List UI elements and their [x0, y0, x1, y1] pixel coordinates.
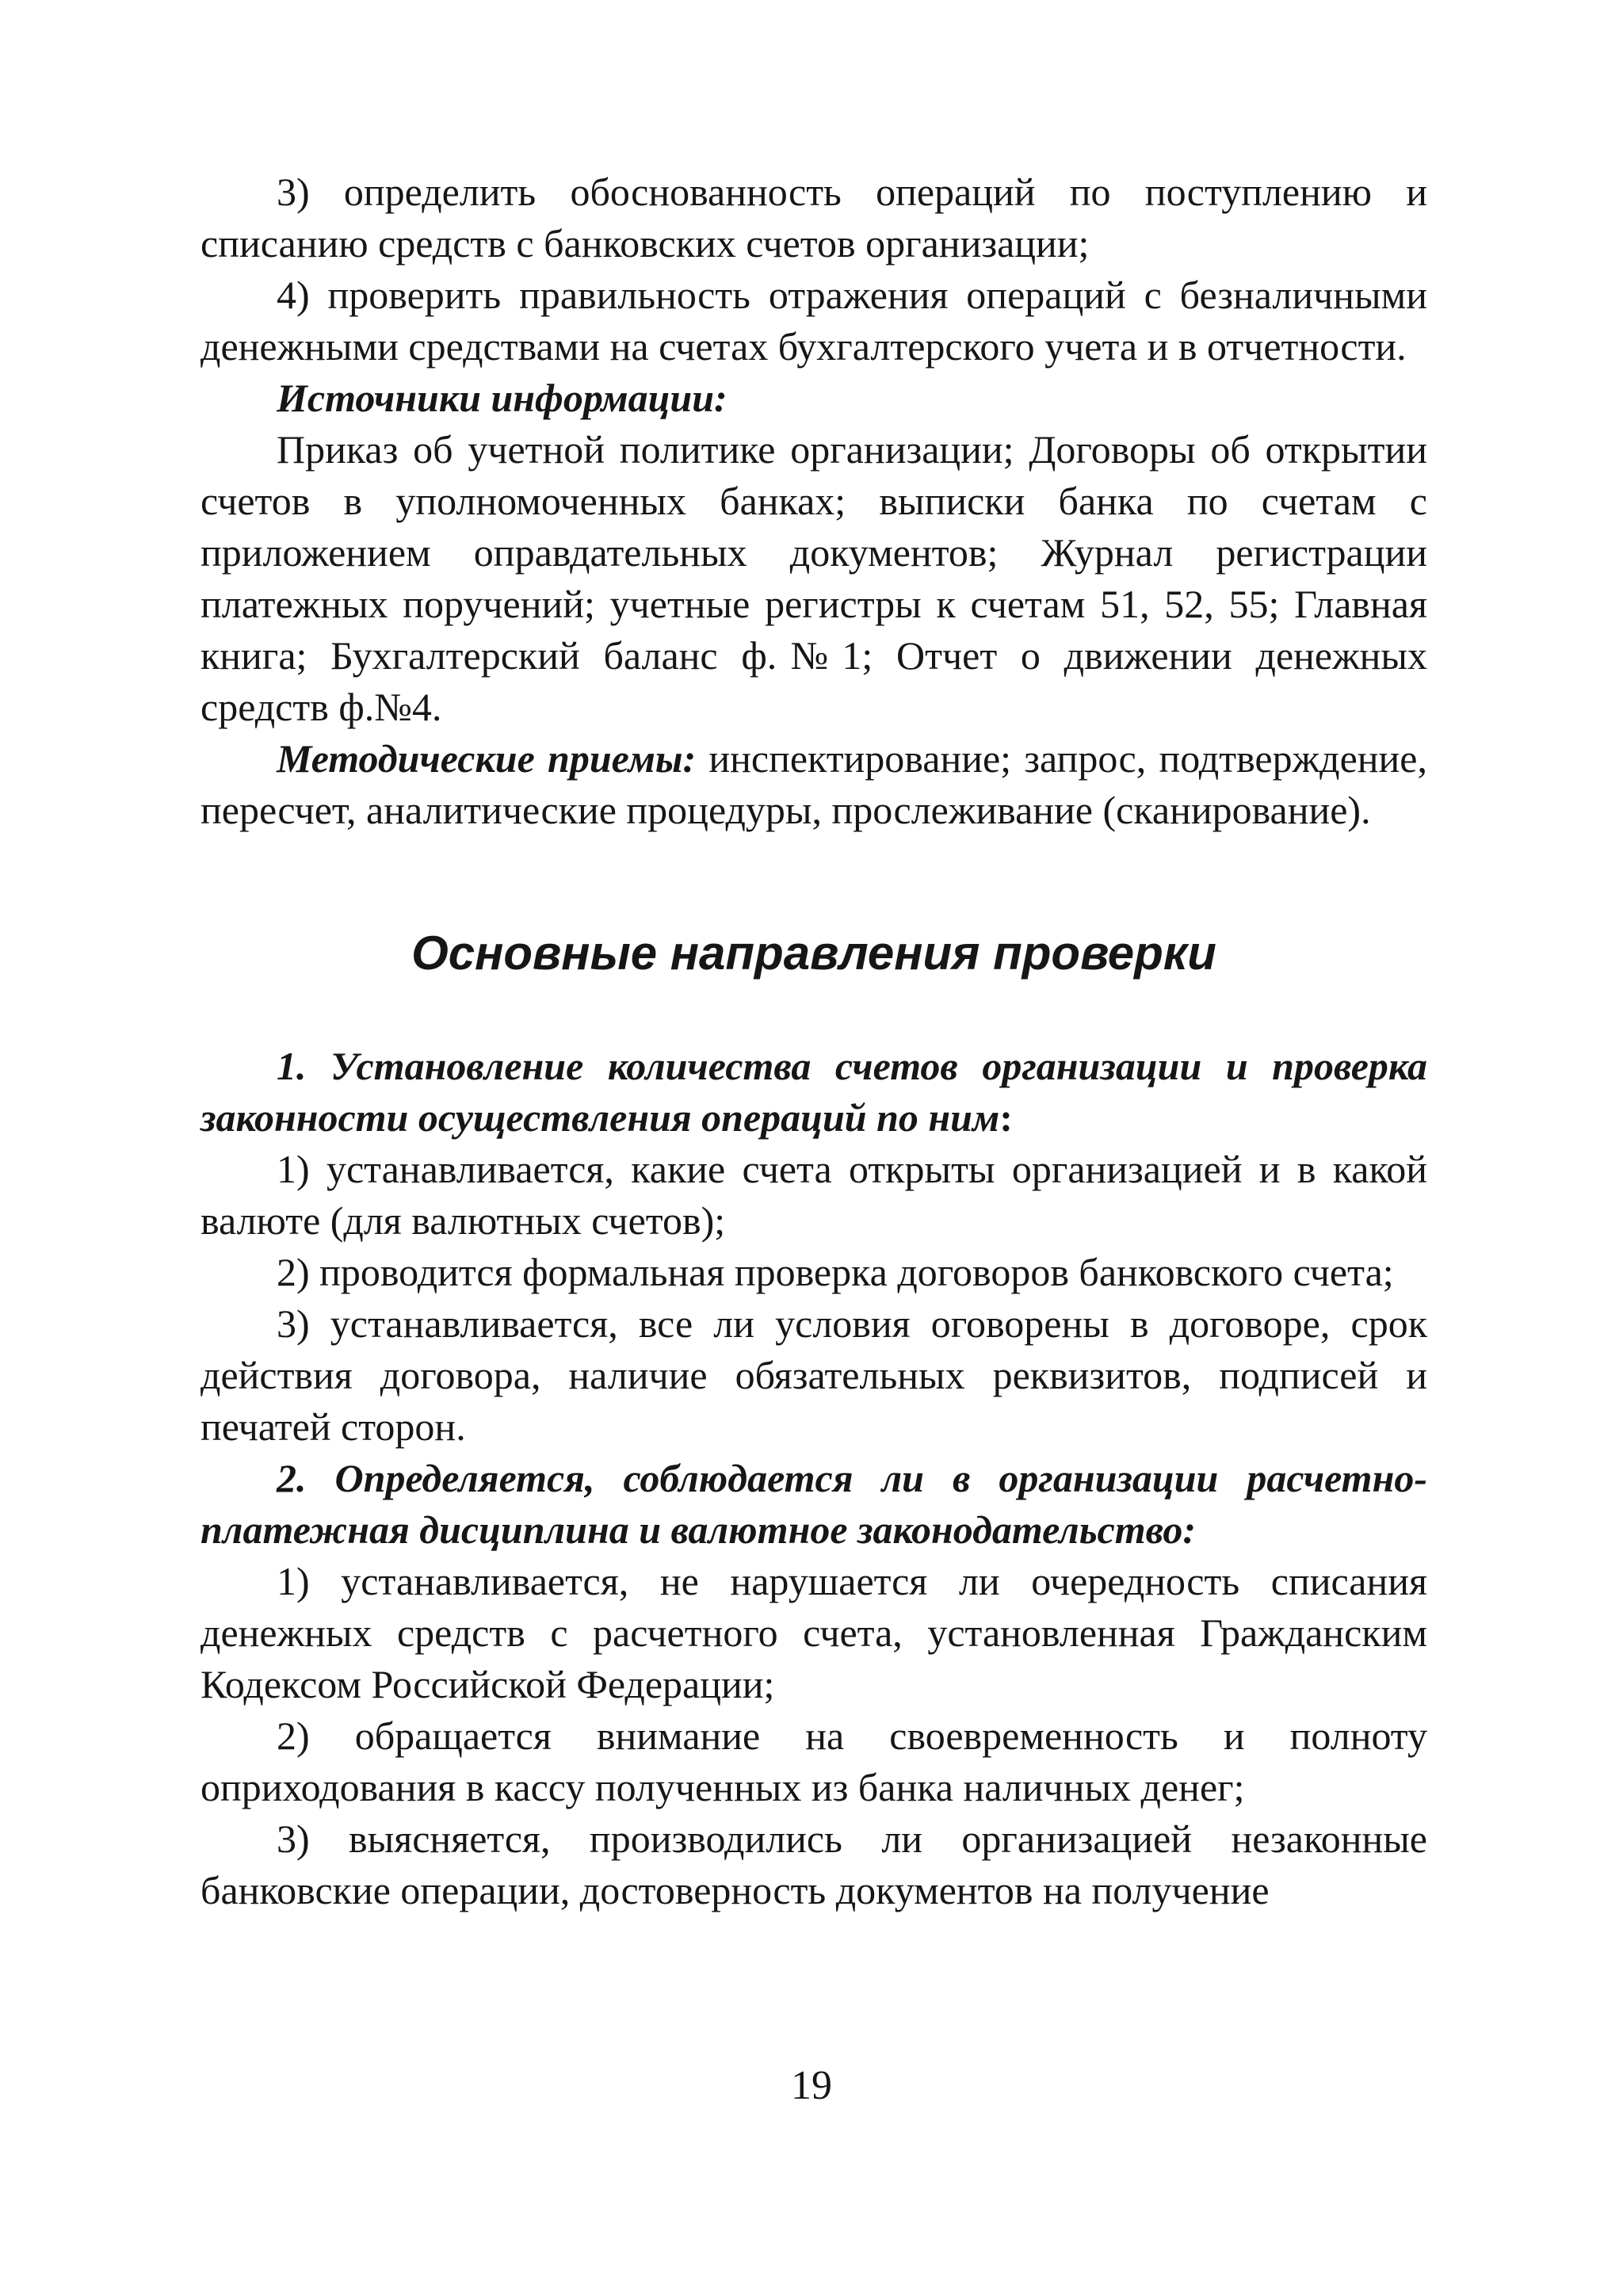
intro-item-3: 3) определить обоснованность операций по поступлению и списанию средств с банковских счетов организации;	[200, 170, 1427, 266]
direction-1-heading	[200, 1041, 1427, 1144]
sources-heading: Источники информации:	[277, 376, 727, 420]
direction-2-item-2: 2) обращается внимание на своевременность и полноту оприходования в кассу полученных из банка наличных денег;	[200, 1713, 1427, 1809]
methods-label: Методические приемы:	[277, 736, 697, 781]
page-number: 19	[791, 2063, 832, 2108]
section-title: Основные направления проверки	[411, 926, 1216, 980]
direction-1-item-3: 3) устанавливается, все ли условия оговорены в договоре, срок действия договора, наличие обязательных реквизитов, подписей и печатей сторон.	[200, 1301, 1427, 1449]
page-content	[200, 166, 1427, 1916]
direction-1-item-1: 1) устанавливается, какие счета открыты организацией и в какой валюте (для валютных счетов);	[200, 1147, 1427, 1243]
methods-paragraph	[200, 733, 1427, 836]
sources-text: Приказ об учетной политике организации; Договоры об открытии счетов в уполномоченных банках; выписки банка по счетам с приложением оправдательных документов; Журнал регистрации платежных поручений; учетные регистры к счетам 51, 52, 55; Главная книга; Бухгалтерский баланс ф.№1; Отчет о движении денежных средств ф.№4.	[200, 427, 1427, 729]
spacer	[200, 985, 1427, 1041]
direction-2-heading: 2. Определяется, соблюдается ли в организации расчетно-платежная дисциплина и валютное законодательство:	[200, 1456, 1427, 1552]
direction-1-heading-colon: :	[999, 1095, 1013, 1140]
direction-2-item-3: 3) выясняется, производились ли организацией незаконные банковские операции, достоверность документов на получение	[200, 1817, 1427, 1912]
direction-1-heading-text: 1. Установление количества счетов организации и проверка законности осуществления операций по ним	[200, 1044, 1427, 1140]
methods-text: инспектирование; запрос, подтверждение, пересчет, аналитические процедуры, прослеживание (сканирование).	[200, 736, 1427, 832]
direction-2-item-1: 1) устанавливается, не нарушается ли очередность списания денежных средств с расчетного счета, установленная Гражданским Кодексом Российской Федерации;	[200, 1559, 1427, 1706]
intro-item-4: 4) проверить правильность отражения операций с безналичными денежными средствами на счетах бухгалтерского учета и в отчетности.	[200, 273, 1427, 369]
direction-1-item-2: 2) проводится формальная проверка договоров банковского счета;	[277, 1250, 1394, 1294]
